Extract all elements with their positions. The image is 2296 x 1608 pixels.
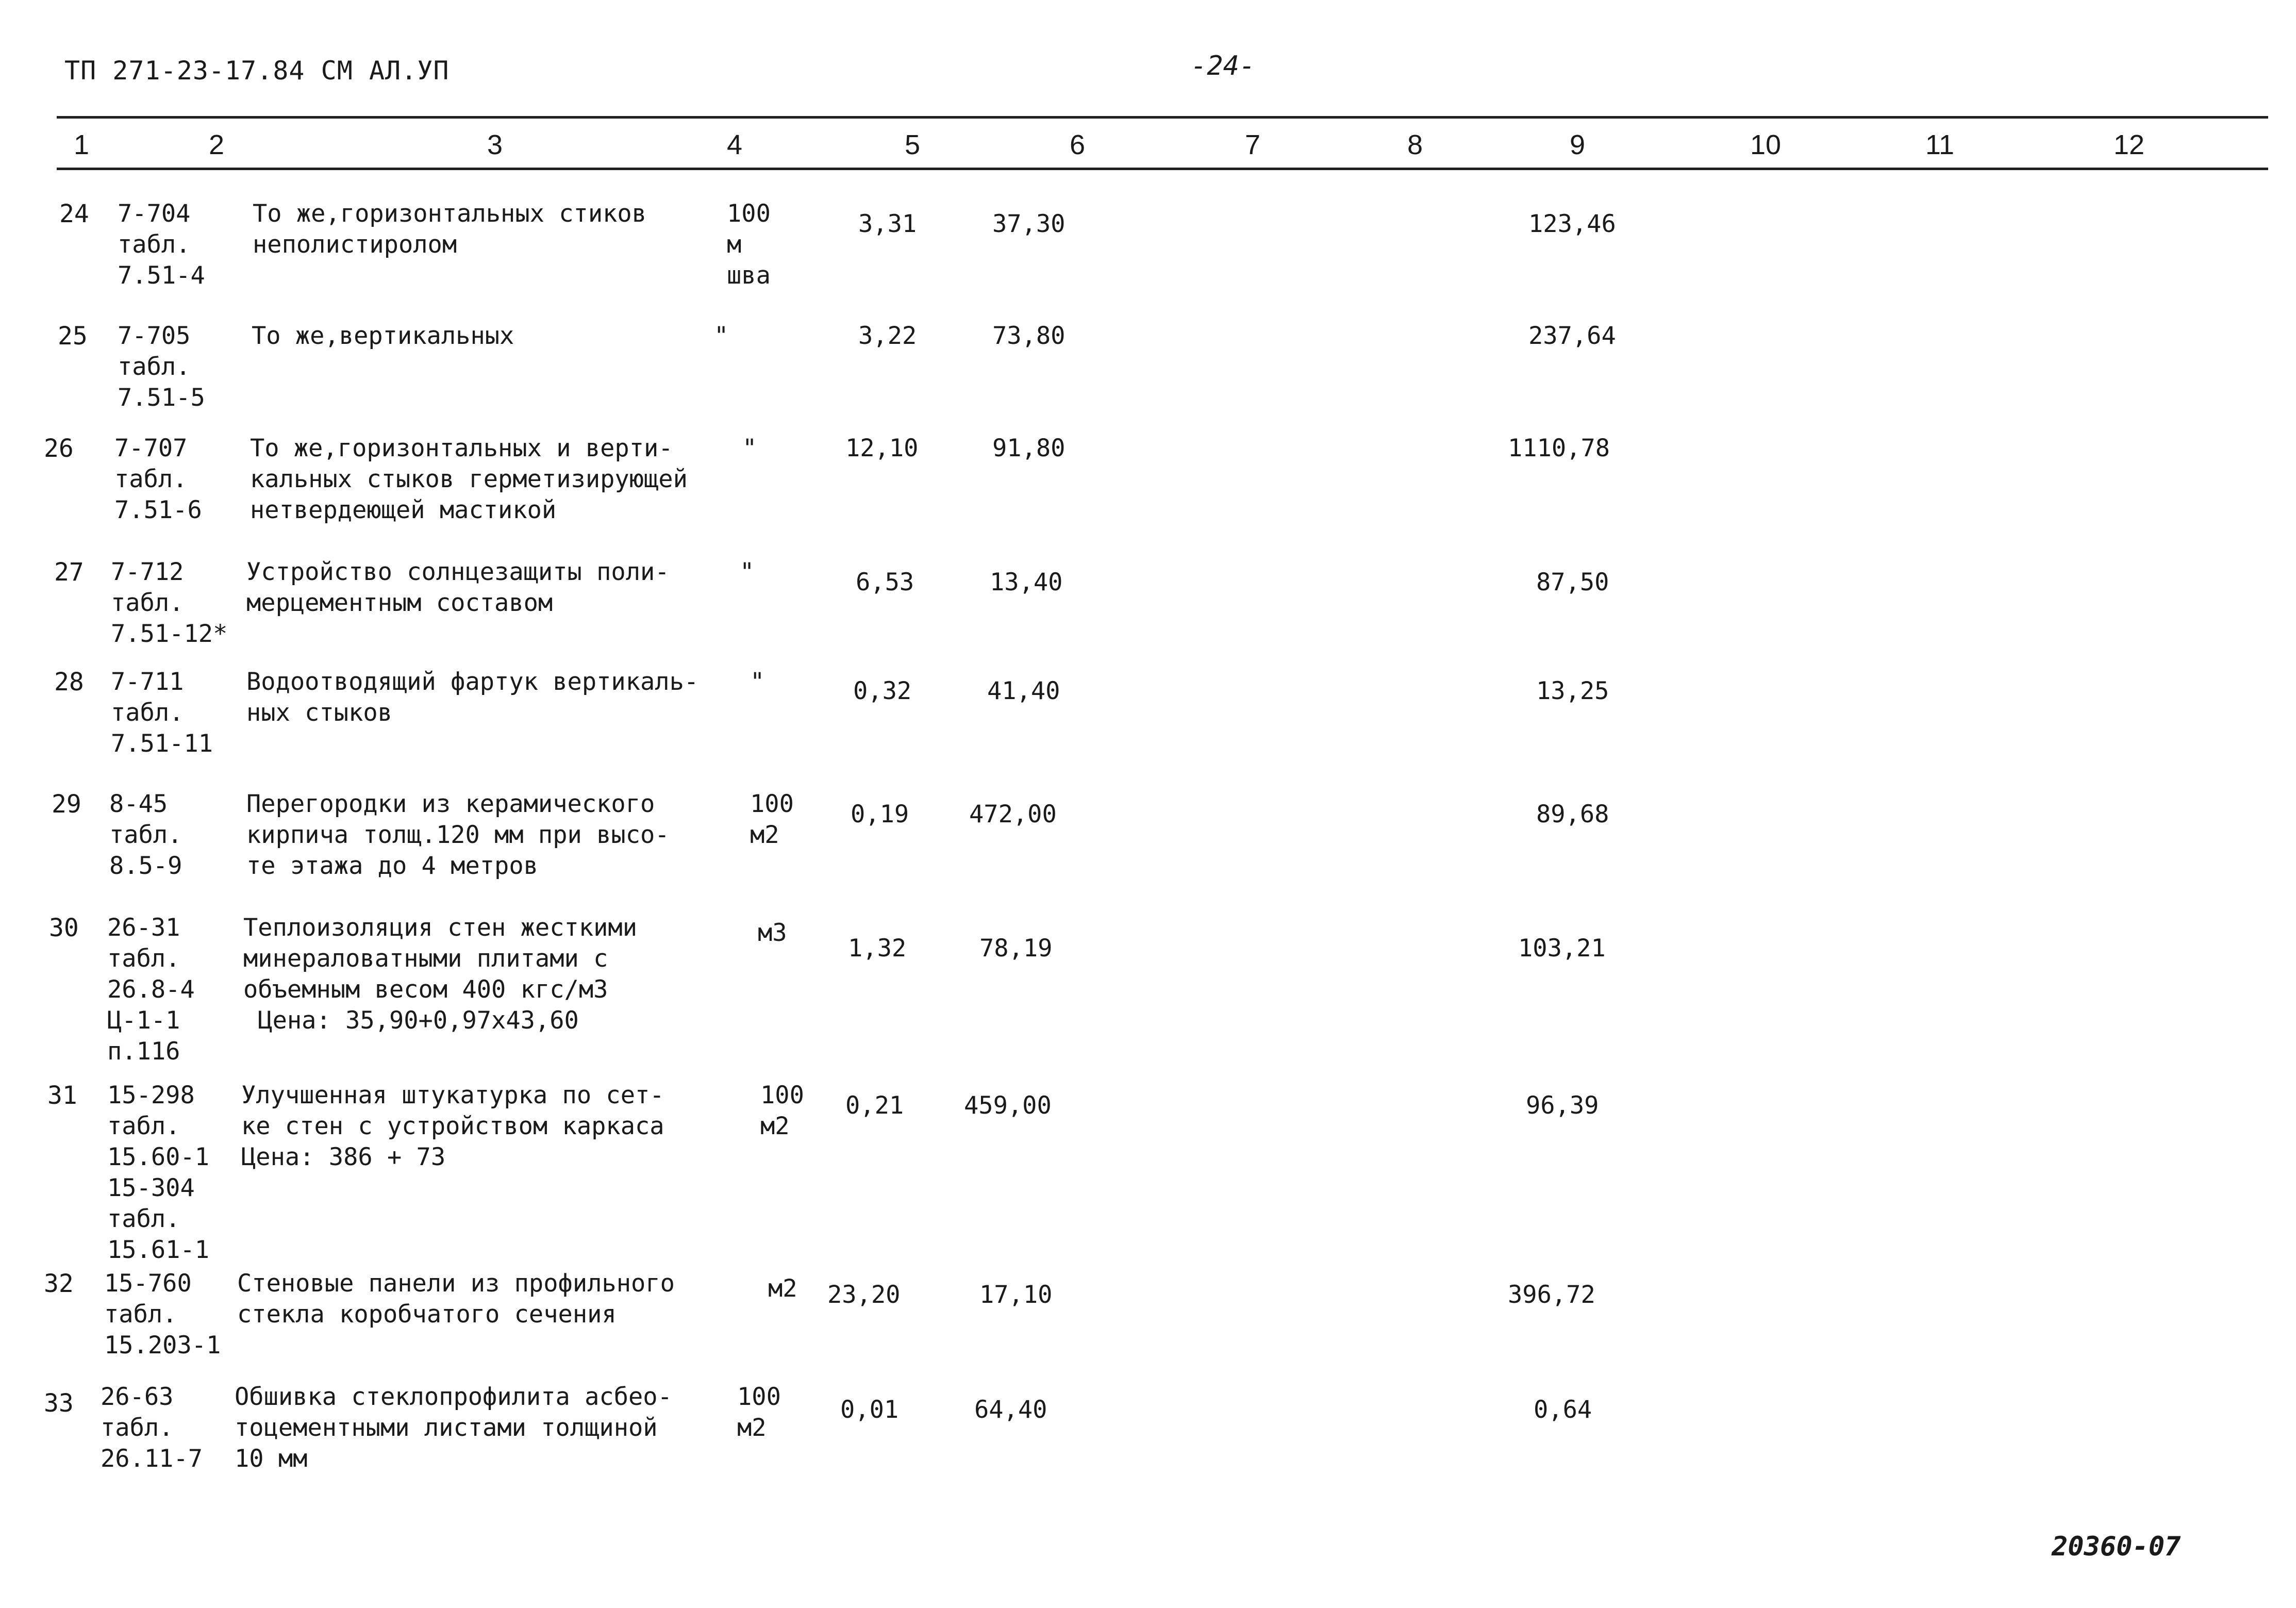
column-header: 1	[74, 129, 90, 160]
norm-code: 26-31 табл. 26.8-4 Ц-1-1 п.116	[107, 914, 195, 1066]
quantity: 0,19	[851, 800, 909, 828]
total-cost: 89,68	[1536, 800, 1609, 828]
archive-stamp: 20360-07	[2052, 1531, 2181, 1562]
unit-price: 41,40	[987, 677, 1060, 705]
unit-price: 91,80	[992, 434, 1066, 462]
unit-price: 78,19	[979, 934, 1053, 963]
header-rule-top	[57, 116, 2268, 119]
header-rule-bottom	[57, 168, 2268, 170]
work-description: То же,вертикальных	[252, 322, 514, 350]
unit: "	[742, 434, 757, 462]
unit-price: 17,10	[979, 1281, 1053, 1309]
total-cost: 13,25	[1536, 677, 1609, 705]
unit: м2	[768, 1274, 797, 1303]
total-cost: 123,46	[1528, 210, 1616, 238]
unit: м3	[758, 919, 787, 947]
quantity: 0,21	[845, 1091, 904, 1120]
column-header: 6	[1070, 129, 1086, 160]
norm-code: 7-707 табл. 7.51-6	[114, 434, 202, 524]
total-cost: 87,50	[1536, 568, 1609, 596]
quantity: 6,53	[856, 568, 914, 596]
quantity: 3,22	[858, 322, 917, 350]
norm-code: 7-712 табл. 7.51-12*	[111, 558, 228, 648]
row-number: 25	[58, 322, 88, 351]
row-number: 29	[52, 790, 81, 819]
unit-price: 459,00	[964, 1091, 1052, 1120]
unit: 100 м2	[750, 790, 794, 849]
unit: 100 м2	[737, 1383, 781, 1442]
row-number: 32	[44, 1269, 74, 1298]
total-cost: 96,39	[1526, 1091, 1599, 1120]
work-description: Улучшенная штукатурка по сет- ке стен с устройством каркаса Цена: 386 + 73	[241, 1081, 664, 1171]
row-number: 28	[54, 668, 84, 697]
norm-code: 15-298 табл. 15.60-1 15-304 табл. 15.61-1	[107, 1081, 210, 1264]
total-cost: 396,72	[1508, 1281, 1595, 1309]
total-cost: 103,21	[1518, 934, 1606, 963]
column-header: 8	[1407, 129, 1423, 160]
page-number: -24-	[1191, 51, 1256, 81]
work-description: Водоотводящий фартук вертикаль- ных стыков	[246, 668, 699, 727]
unit: "	[714, 322, 729, 350]
column-header: 7	[1245, 129, 1261, 160]
norm-code: 7-704 табл. 7.51-4	[118, 200, 205, 290]
row-number: 33	[44, 1389, 74, 1418]
total-cost: 237,64	[1528, 322, 1616, 350]
quantity: 0,32	[853, 677, 912, 705]
unit: "	[750, 668, 765, 696]
unit: 100 м2	[760, 1081, 804, 1140]
column-header: 11	[1925, 129, 1955, 160]
unit-price: 37,30	[992, 210, 1066, 238]
quantity: 23,20	[827, 1281, 901, 1309]
quantity: 0,01	[840, 1396, 899, 1424]
norm-code: 8-45 табл. 8.5-9	[109, 790, 182, 880]
document-code: ТП 271-23-17.84 СМ АЛ.УП	[64, 56, 450, 86]
work-description: Устройство солнцезащиты поли- мерцементным составом	[246, 558, 670, 617]
unit: "	[740, 558, 755, 586]
norm-code: 26-63 табл. 26.11-7	[101, 1383, 203, 1473]
work-description: То же,горизонтальных стиков неполистиролом	[253, 200, 647, 259]
quantity: 1,32	[848, 934, 907, 963]
unit-price: 73,80	[992, 322, 1066, 350]
column-header: 12	[2114, 129, 2145, 160]
unit-price: 13,40	[990, 568, 1063, 596]
total-cost: 1110,78	[1508, 434, 1610, 462]
work-description: Перегородки из керамического кирпича толщ.120 мм при высо- те этажа до 4 метров	[246, 790, 670, 880]
column-header: 5	[905, 129, 921, 160]
quantity: 12,10	[845, 434, 919, 462]
row-number: 30	[49, 914, 79, 942]
unit: 100 м шва	[727, 200, 771, 290]
unit-price: 472,00	[969, 800, 1057, 828]
work-description: Стеновые панели из профильного стекла коробчатого сечения	[237, 1269, 675, 1329]
norm-code: 7-711 табл. 7.51-11	[111, 668, 213, 758]
row-number: 31	[47, 1081, 77, 1110]
work-description: Теплоизоляция стен жесткими минераловатными плитами с объемным весом 400 кгс/м3 Цена: 35,90+0,97х43,60	[243, 914, 638, 1035]
row-number: 26	[44, 434, 74, 463]
norm-code: 15-760 табл. 15.203-1	[104, 1269, 221, 1360]
column-header: 3	[487, 129, 503, 160]
row-number: 27	[54, 558, 84, 587]
total-cost: 0,64	[1534, 1396, 1592, 1424]
column-header: 2	[209, 129, 225, 160]
work-description: Обшивка стеклопрофилита асбео- тоцементными листами толщиной 10 мм	[235, 1383, 672, 1473]
norm-code: 7-705 табл. 7.51-5	[118, 322, 205, 412]
work-description: То же,горизонтальных и верти- кальных стыков герметизирующей нетвердеющей мастикой	[250, 434, 688, 524]
column-header: 4	[727, 129, 743, 160]
column-header: 10	[1750, 129, 1782, 160]
unit-price: 64,40	[974, 1396, 1047, 1424]
row-number: 24	[59, 200, 89, 228]
column-header: 9	[1570, 129, 1586, 160]
quantity: 3,31	[858, 210, 917, 238]
